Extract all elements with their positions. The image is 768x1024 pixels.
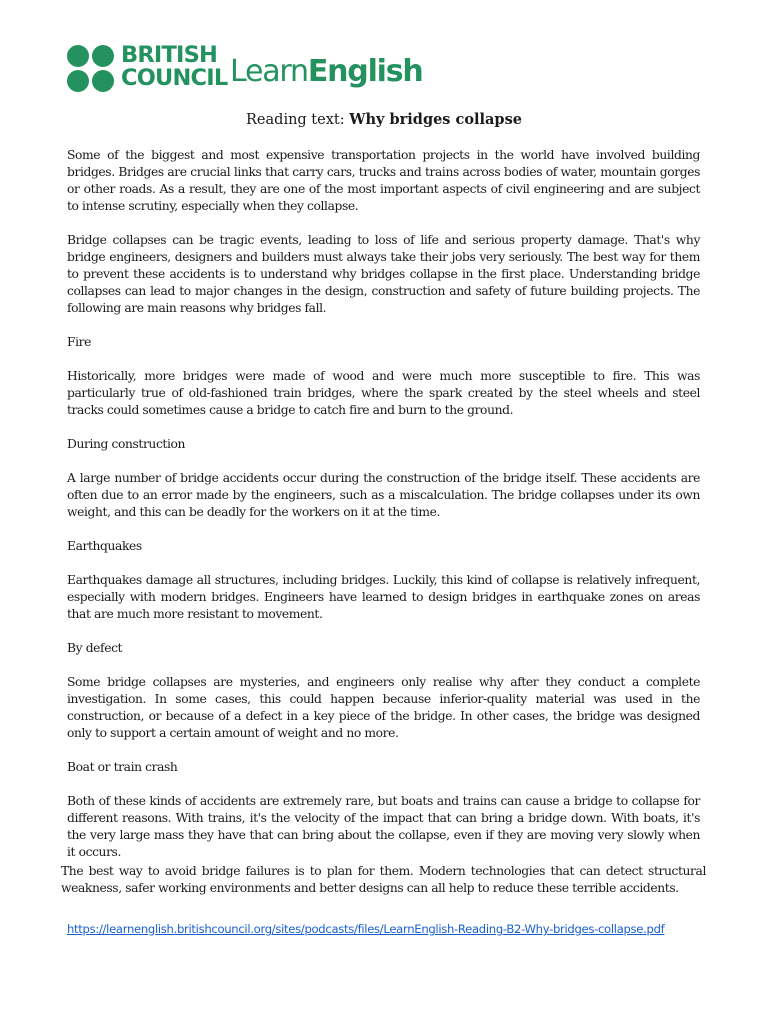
closing-paragraph: The best way to avoid bridge failures is to plan for them. Modern technologies that can detect structural weakness, safer working environments and better designs can all help to reduce these terrible accidents.: [61, 864, 706, 895]
logo-brand-line2: COUNCIL: [121, 65, 228, 91]
section-heading-by-defect: By defect: [67, 641, 123, 655]
intro-paragraph-1: Some of the biggest and most expensive transportation projects in the world have involved building bridges. Bridges are crucial links that carry cars, trucks and trains across bodies of water, mountain gorges or other roads. As a result, they are one of the most important aspects of civil engineering and are subject to intense scrutiny, especially when they collapse.: [67, 148, 700, 213]
section-body-fire: Historically, more bridges were made of wood and were much more susceptible to fire. This was particularly true of old-fashioned train bridges, where the spark created by the steel wheels and steel tracks could sometimes cause a bridge to catch fire and burn to the ground.: [67, 369, 700, 417]
british-council-dots-icon: [67, 45, 115, 93]
british-council-logo: [67, 44, 427, 94]
source-link[interactable]: https://learnenglish.britishcouncil.org/sites/podcasts/files/LearnEnglish-Reading-B2-Why-bridges-collapse.pdf: [67, 922, 665, 936]
logo-product-light: Learn: [230, 54, 308, 89]
article-body: [67, 147, 700, 861]
logo-brand-text: [121, 44, 227, 90]
logo-brand-line1: BRITISH: [121, 42, 218, 68]
logo-product-name: [230, 52, 423, 92]
section-body-earthquakes: Earthquakes damage all structures, including bridges. Luckily, this kind of collapse is relatively infrequent, especially with modern bridges. Engineers have learned to design bridges in earthquake zones on areas that are much more resistant to movement.: [67, 573, 700, 621]
section-body-during-construction: A large number of bridge accidents occur during the construction of the bridge itself. These accidents are often due to an error made by the engineers, such as a miscalculation. The bridge collapses under its own weight, and this can be deadly for the workers on it at the time.: [67, 471, 700, 519]
logo-product-bold: English: [307, 54, 423, 89]
section-heading-fire: Fire: [67, 335, 92, 349]
title-main: Why bridges collapse: [349, 111, 522, 128]
intro-paragraph-2: Bridge collapses can be tragic events, leading to loss of life and serious property damage. That's why bridge engineers, designers and builders must always take their jobs very seriously. The best way for them to prevent these accidents is to understand why bridges collapse in the first place. Understanding bridge collapses can lead to major changes in the design, construction and safety of future building projects. The following are main reasons why bridges fall.: [67, 233, 700, 315]
section-heading-boat-or-train-crash: Boat or train crash: [67, 760, 178, 774]
section-body-by-defect: Some bridge collapses are mysteries, and engineers only realise why after they conduct a complete investigation. In some cases, this could happen because inferior-quality material was used in the construction, or because of a defect in a key piece of the bridge. In other cases, the bridge was designed only to support a certain amount of weight and no more.: [67, 675, 700, 740]
section-heading-during-construction: During construction: [67, 437, 186, 451]
section-heading-earthquakes: Earthquakes: [67, 539, 142, 553]
title-prefix: Reading text:: [246, 112, 350, 128]
page-title: [0, 109, 768, 131]
section-body-boat-or-train-crash: Both of these kinds of accidents are extremely rare, but boats and trains can cause a bridge to collapse for different reasons. With trains, it's the velocity of the impact that can bring a bridge down. With boats, it's the very large mass they have that can bring about the collapse, even if they are moving very slowly when it occurs.: [67, 794, 700, 859]
